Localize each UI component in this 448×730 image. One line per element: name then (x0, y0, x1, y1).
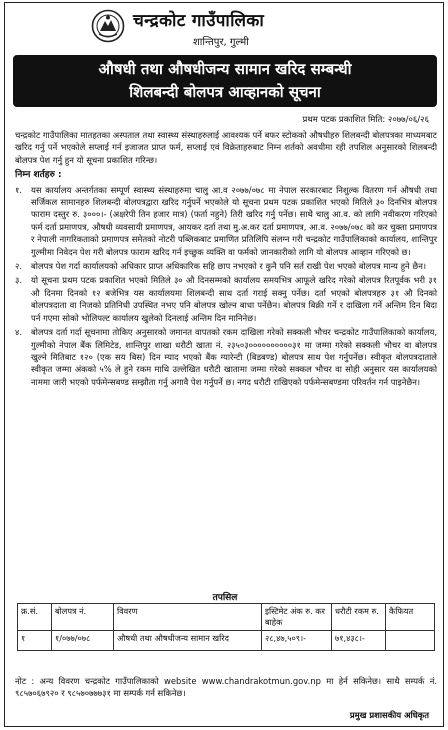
condition-text: बोलपत्र पेश गर्दा कार्यालयको अधिकार प्राप्त अधिकारिक सहि छाप नभएको र कुनै पनि सर्त राखी पेश भएको बोलपत्र मान्य हुने छैन। (31, 261, 427, 272)
condition-item (15, 326, 437, 388)
column-header: क्र.सं. (18, 604, 52, 631)
publication-date: प्रथम पटक प्रकाशित मिति: २०७७/०६/२६ (302, 115, 429, 125)
table-header-row (18, 604, 435, 631)
condition-item (15, 260, 437, 272)
table-cell (386, 631, 435, 651)
signature-title: प्रमुख प्रशासकीय अधिकृत (349, 710, 429, 720)
table-row (18, 631, 435, 651)
nepal-emblem-icon (91, 9, 125, 43)
organization-name: चन्द्रकोट गाउँपालिका (133, 11, 265, 31)
table-cell: औषधी तथा औषधीजन्य सामान खरिद (114, 631, 262, 651)
condition-number: ३. (15, 275, 23, 286)
table-cell: ७१,४३८।- (332, 631, 386, 651)
column-header: इस्टिमेट अंक रु. कर बाहेक (262, 604, 332, 631)
tender-table (17, 603, 435, 651)
column-header: कैफियत (386, 604, 435, 631)
notice-frame (4, 2, 444, 727)
notice-title-line-2: शिलबन्दी बोलपत्र आव्हानको सूचना (129, 83, 321, 101)
column-header: विवरण (114, 604, 262, 631)
condition-number: २. (15, 261, 23, 272)
condition-item (15, 274, 437, 324)
organization-address: शान्तिपुर, गुल्मी (193, 37, 249, 48)
notice-body (15, 129, 437, 390)
condition-number: ४. (15, 327, 23, 338)
condition-item (15, 184, 437, 258)
condition-number: १. (15, 184, 23, 195)
table-title: तपसिल (212, 593, 238, 603)
column-header: धरौटी रकम रु. (332, 604, 386, 631)
condition-text: बोलपत्र दर्ता गर्दा सूचनामा तोकिए अनुसारको जमानत वापतको रकम दाखिला गरेको सक्कली भौचर चन्द्रकोट गाउँपालिकाको कार्यालय, गुल्मीको नेपाल बैंक लिमिटेड, शान्तिपुर शाखा धरौटी खाता नं. २३५०३००००००००००३१ मा जम्मा गरेको सक्कली भौचर वा बोलपत्र खुल्ने मितिबाट १२० (एक सय बिस) दिन म्याद भएको बैंक ग्यारेन्टी (बिडबण्ड) बोलपत्र साथ पेश गर्नुपर्नेछ। स्वीकृत बोलपत्रदाताले स्वीकृत जम्मा अंकको ५% ले हुने रकम माथि उल्लेखित धरौटी खातामा जम्मा गरेको सक्कल भौचर वा सोही अनुसार यस कार्यालयको नाममा जारी भएको पर्फमेन्सबण्ड सम्झौता गर्नु अगावै पेश गर्नुपर्ने छ। नगद धरौटी राखिएको पर्फमेन्सबण्डमा परिवर्तन गर्न पाइनेछैन। (31, 327, 437, 387)
table-cell: २८,४७,५०९।- (262, 631, 332, 651)
notice-header (5, 3, 445, 55)
condition-text: यो सूचना प्रथम पटक प्रकाशित भएको मितिले ३० औ दिनसम्मको कार्यालय समयभित्र आफूले खरिद गरेको बोलपत्र रितपूर्वक भरी ३१ औ दिनमा दिनको १२ बजेभित्र यस कार्यालयमा शिलबन्दी साथ दर्ता गराई सक्नु पर्नेछ। दर्ता भएको बोलपत्रहरु ३१ औ दिनको बोलपत्रदाता वा निजको प्रतिनिधी उपस्थित नभए पनि बोलपत्र खोल्न बाधा पर्नेछैन। बोलपत्र बिक्री गर्ने र दाखिला गर्ने अन्तिम दिन बिदा पर्न गएमा सोको भोलिपल्ट कार्यालय खुलेको दिनलाई अन्तिम दिन मानिनेछ। (31, 275, 437, 323)
note-paragraph: नोट : अन्य विवरण चन्द्रकोट गाउँपालिकाको website www.chandrakotmun.gov.np मा हेर्न सकिनेछ। साथै सम्पर्क नं. ९८५७०६७९२० र ९८५७०७७७३१ मा सम्पर्क गर्न सकिनेछ। (15, 676, 437, 699)
notice-title-line-1: औषधी तथा औषधीजन्य सामान खरिद सम्बन्धी (98, 60, 352, 78)
table-cell: १ (18, 631, 52, 651)
table-cell: १/०७७/०७८ (52, 631, 114, 651)
column-header: बोलपत्र नं. (52, 604, 114, 631)
notice-title (13, 55, 437, 107)
conditions-heading: निम्न शर्तहरु : (15, 170, 62, 181)
intro-paragraph: चन्द्रकोट गाउँपालिका मातहतका अस्पताल तथा स्वास्थ्य संस्थाहरुलाई आवश्यक पर्ने बफर स्टोकको औषधीहरु शिलबन्दी बोलपत्रका माध्यमबाट खरिद गर्नु पर्ने भएकोले सप्लाई गर्न इजाजत प्राप्त फर्म, सप्लाई एवं विक्रेताहरुबाट निम्न शर्तको अवधीमा रही तपशिल अनुसारको शिलबन्दी बोलपत्र पेश गर्नु हुन यो सूचना प्रकाशित गरिन्छ। (15, 130, 437, 165)
condition-text: यस कार्यालय अन्तर्गतका सम्पूर्ण स्वास्थ्य संस्थाहरुमा चालु आ.व २०७७/०७८ मा नेपाल सरकारबाट निशुल्क वितरण गर्न औषधी तथा सर्जिकल सामानहरु शिलबन्दी बोलपत्रद्वारा खरिद गर्नुपर्ने भएकोले यो सूचना प्रथम पटक प्रकाशित भएको मितिले ३० दिनभित्र बोलपत्र फाराम दस्तुर रु. ३०००।- (अक्षरेपी तिन हजार मात्र) (फर्ता नहुने) तिरी खरिद गर्नु पर्नेछ। साथै चालु आ.व. को लागि नवीकरण गरिएको फर्म दर्ता प्रमाणपत्र, औषधी व्यवसायी प्रमाणपत्र, आयकर दर्ता तथा मु.अ.कर दर्ता प्रमाणपत्र, आ.व. २०७७/०७८ को कर चुक्ता प्रमाणपत्र र नेपाली नागरिकताको प्रमाणपत्र समेतको नोटरी पब्लिकबाट प्रमाणित प्रतिलिपि संलग्न गरी चन्द्रकोट गाउँपालिकाको कार्यालय, शान्तिपुर गुल्मीमा निवेदन पेश गरी बोलपत्र फाराम खरिद गर्न इच्छुक व्यक्ति वा फर्मको जानकारीको लागि यो बोलपत्र आव्हान गरिएको छ। (31, 184, 437, 257)
